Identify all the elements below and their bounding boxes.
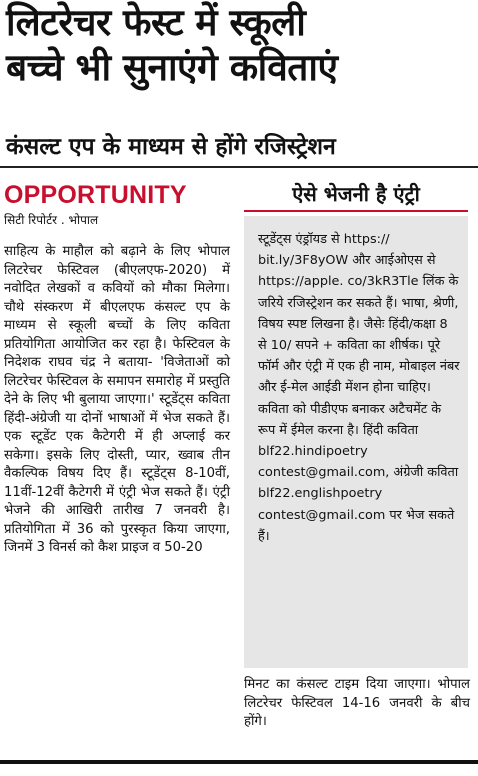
bottom-divider (0, 760, 478, 764)
article-body (4, 243, 230, 558)
headline (6, 0, 476, 90)
sidebar-divider (244, 210, 468, 212)
article-continuation: मिनट का कंसल्ट टाइम दिया जाएगा। भोपाल लिटरेचर फेस्टिवल 14-16 जनवरी के बीच होंगे। (244, 677, 470, 729)
headline-line-2: बच्चे भी सुनाएंगे कविताएं (6, 46, 338, 89)
top-divider (0, 166, 478, 168)
byline: सिटी रिपोर्टर . भोपाल (4, 213, 99, 227)
headline-line-1: लिटरेचर फेस्ट में स्कूली (6, 1, 306, 44)
subheadline: कंसल्ट एप के माध्यम से होंगे रजिस्ट्रेशन (6, 134, 336, 160)
sidebar-body: स्टूडेंट्स एंड्रॉयड से https:// bit.ly/3F8yOW और आईओएस से https://apple. co/3kR3Tle लिंक के जरिये रजिस्ट्रेशन कर सकते हैं। भाषा, श्रेणी, विषय स्पष्ट लिखना है। जैसेः हिंदी/कक्षा 8 से 10/ सपने + कविता का शीर्षक। पूरे फॉर्म और एंट्री में एक ही नाम, मोबाइल नंबर और ई-मेल आईडी मेंशन होना चाहिए। कविता को पीडीएफ बनाकर अटैचमेंट के रूप में ईमेल करना है। हिंदी कविता blf22.hindipoetry contest@gmail.com, अंग्रेजी कविता blf22.englishpoetry contest@gmail.com पर भेज सकते हैं। (258, 232, 460, 544)
article-paragraph: साहित्य के माहौल को बढ़ाने के लिए भोपाल लिटरेचर फेस्टिवल (बीएलएफ-2020) में नवोदित लेखकों व कवियों को मौका मिलेगा। चौथे संस्करण में बीएलएफ कंसल्ट एप के माध्यम से स्कूली बच्चों के लिए कविता प्रतियोगिता आयोजित कर रहा है। फेस्टिवल के निदेशक राघव चंद्र ने बताया- 'विजेताओं को लिटरेचर फेस्टिवल के समापन समारोह में प्रस्तुति देने के लिए भी बुलाया जाएगा।' स्टूडेंट्स कविता हिंदी-अंग्रेजी या दोनों भाषाओं में भेज सकते हैं। एक स्टूडेंट एक कैटेगरी में ही अप्लाई कर सकेगा। इसके लिए दोस्ती, प्यार, ख्वाब तीन वैकल्पिक विषय दिए हैं। स्टूडेंट्स 8-10वीं, 11वीं-12वीं कैटेगरी में एंट्री भेज सकते हैं। एंट्री भेजने की आखिरी तारीख 7 जनवरी है। प्रतियोगिता में 36 को पुरस्कृत किया जाएगा, जिनमें 3 विनर्स को कैश प्राइज व 50-20 (4, 244, 230, 555)
section-kicker: OPPORTUNITY (4, 181, 187, 209)
sidebar-title: ऐसे भेजनी है एंट्री (292, 182, 420, 206)
